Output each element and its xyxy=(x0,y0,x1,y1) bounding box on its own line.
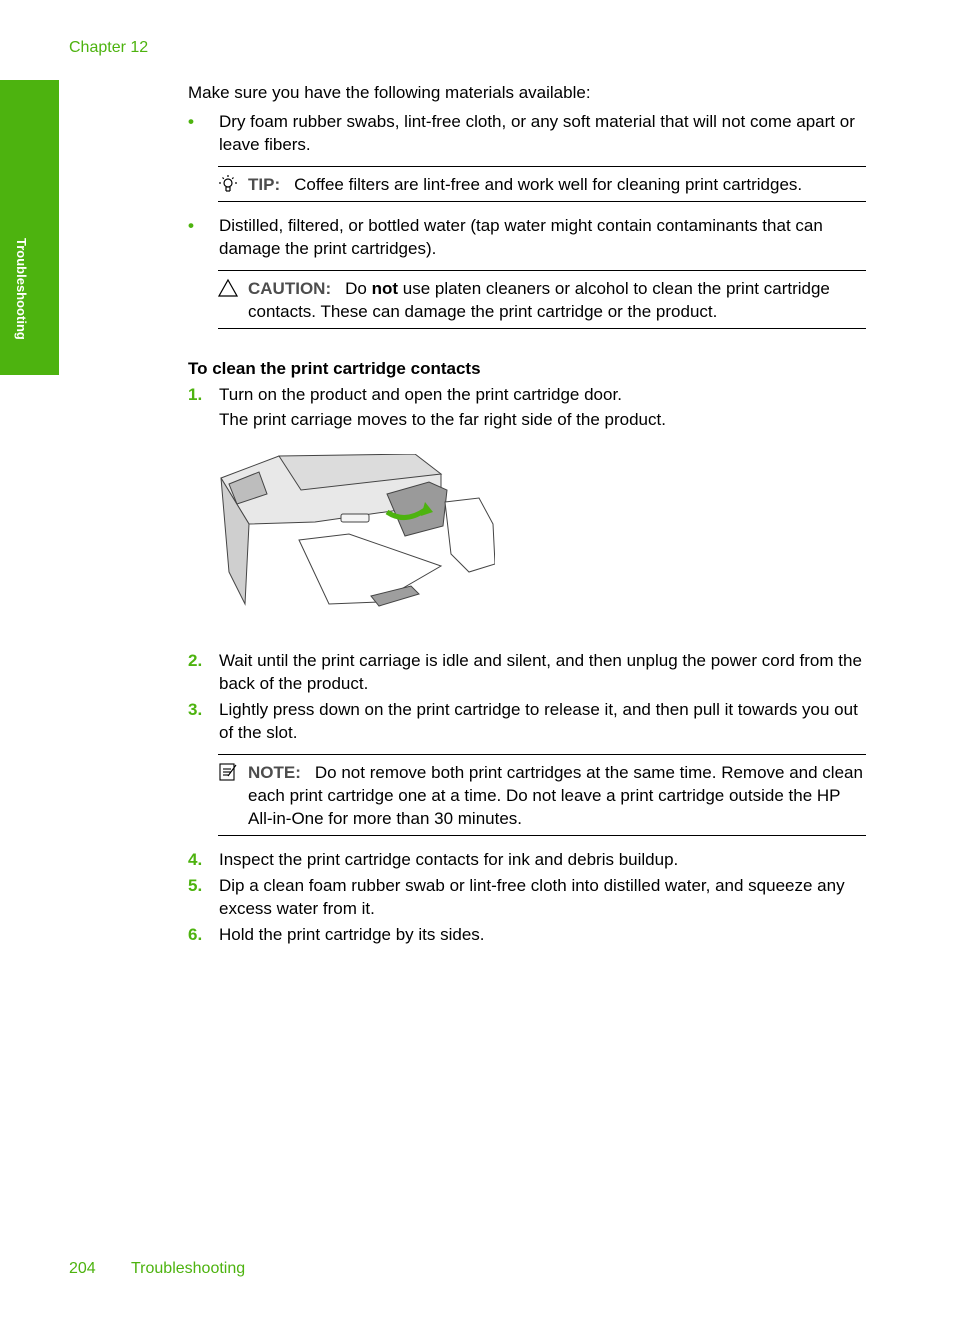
bullet-marker: • xyxy=(188,112,194,131)
step-text: Dip a clean foam rubber swab or lint-free cloth into distilled water, and squeeze any excess water from it. xyxy=(219,876,845,918)
caution-emphasis: not xyxy=(371,279,399,298)
procedure-heading: To clean the print cartridge contacts xyxy=(188,359,481,378)
step-number: 4. xyxy=(188,850,203,869)
step-item xyxy=(188,698,866,744)
side-tab xyxy=(0,80,59,375)
chapter-header: Chapter 12 xyxy=(69,39,149,56)
step-text: Lightly press down on the print cartridge to release it, and then pull it towards you out of the slot. xyxy=(219,700,858,742)
step-item xyxy=(188,923,866,946)
note-pad-icon xyxy=(218,762,238,782)
tip-box xyxy=(218,166,866,202)
step-number: 6. xyxy=(188,925,203,944)
bullet-text: Distilled, filtered, or bottled water (tap water might contain contaminants that can damage the print cartridges). xyxy=(219,216,823,258)
warning-triangle-icon xyxy=(218,278,238,298)
step-text: Hold the print cartridge by its sides. xyxy=(219,925,485,944)
step-text: Turn on the product and open the print cartridge door. xyxy=(219,385,622,404)
note-text: Do not remove both print cartridges at the same time. Remove and clean each print cartridge one at a time. Do not leave a print cartridge outside the HP All-in-One for more than 30 minutes. xyxy=(248,763,863,828)
step-number: 3. xyxy=(188,700,203,719)
caution-text-post: use platen cleaners or alcohol to clean the print cartridge contacts. These can damage the print cartridge or the product. xyxy=(248,279,830,321)
page-content xyxy=(188,81,866,949)
caution-box xyxy=(218,270,866,329)
step-item xyxy=(188,383,866,431)
step-number: 1. xyxy=(188,385,203,404)
caution-label: CAUTION: xyxy=(248,279,332,298)
footer-section: Troubleshooting xyxy=(131,1260,246,1277)
step-text: Wait until the print carriage is idle and silent, and then unplug the power cord from the back of the product. xyxy=(219,651,862,693)
side-tab-label: Troubleshooting xyxy=(14,238,29,340)
step-text: Inspect the print cartridge contacts for ink and debris buildup. xyxy=(219,850,679,869)
step-item xyxy=(188,848,866,871)
tip-text: Coffee filters are lint-free and work well for cleaning print cartridges. xyxy=(294,175,803,194)
step-subtext: The print carriage moves to the far right side of the product. xyxy=(219,410,666,429)
intro-text: Make sure you have the following materials available: xyxy=(188,83,591,102)
printer-illustration xyxy=(219,454,495,619)
list-item xyxy=(188,214,866,260)
note-box xyxy=(218,754,866,836)
list-item xyxy=(188,110,866,156)
bullet-marker: • xyxy=(188,216,194,235)
note-label: NOTE: xyxy=(248,763,301,782)
bullet-text: Dry foam rubber swabs, lint-free cloth, or any soft material that will not come apart or leave fibers. xyxy=(219,112,855,154)
page-number: 204 xyxy=(69,1260,96,1277)
step-number: 2. xyxy=(188,651,203,670)
caution-text-pre: Do xyxy=(345,279,372,298)
step-number: 5. xyxy=(188,876,203,895)
lightbulb-icon xyxy=(218,174,238,194)
step-item xyxy=(188,874,866,920)
tip-label: TIP: xyxy=(248,175,281,194)
step-item xyxy=(188,649,866,695)
